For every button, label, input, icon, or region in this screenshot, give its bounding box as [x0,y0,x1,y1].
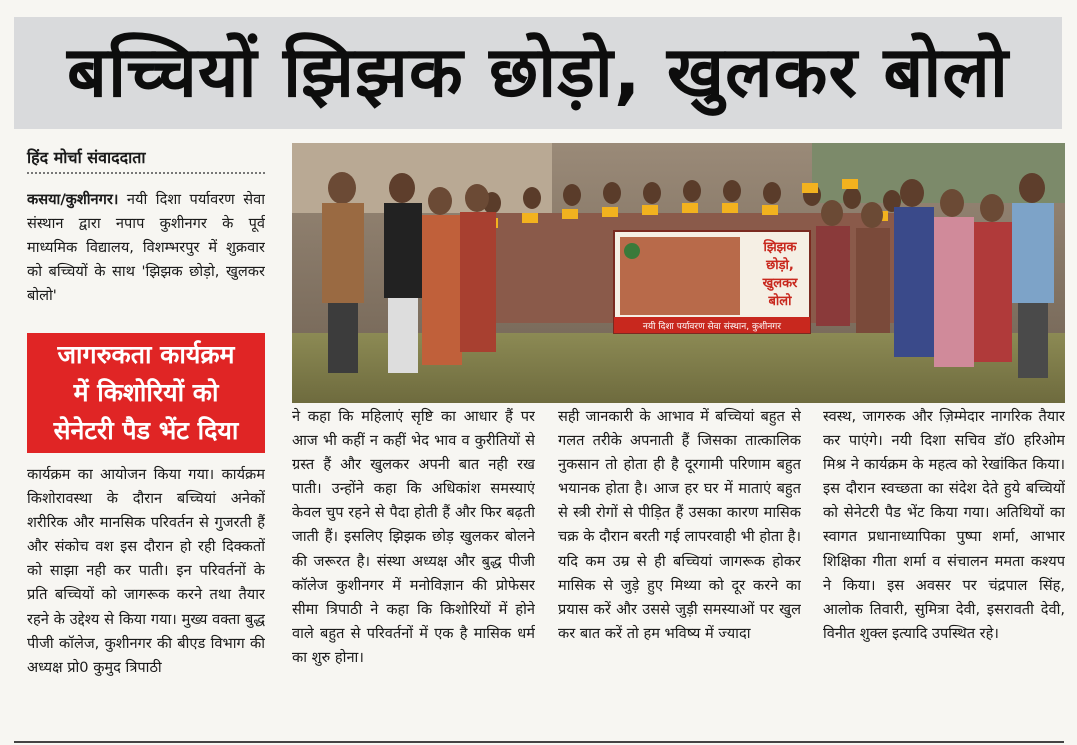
banner [614,231,810,333]
intro-text: नयी दिशा पर्यावरण सेवा संस्थान द्वारा नपाप कुशीनगर के पूर्व माध्यमिक विद्यालय, विशम्भरपुर में शुक्रवार को बच्चियों के साथ 'झिझक छोड़ो, खुलकर बोलो' [27,191,265,305]
bottom-rule [14,741,1064,743]
banner-line-3: खुलकर [762,276,798,291]
column-1-body: कार्यक्रम का आयोजन किया गया। कार्यक्रम किशोरावस्था के दौरान बच्चियां अनेकों शरीरिक और मानसिक परिवर्तन से गुजरती हैं और संकोच वश इस दौरान हो रही दिक्कतों को साझा नही कर पाती। इन परिवर्तनों के प्रति बच्चियों को जागरूक करने तथा तैयार रहने के उद्देश्य से किया गया। मुख्य वक्ता बुद्ध पीजी कॉलेज, कुशीनगर की बीएड विभाग की अध्यक्ष प्रो0 कुमुद त्रिपाठी [27,466,265,676]
subheadline-line-2: में किशोरियों को [73,378,219,407]
banner-footer: नयी दिशा पर्यावरण सेवा संस्थान, कुशीनगर [642,322,782,332]
column-3-body: सही जानकारी के आभाव में बच्चियां बहुत से गलत तरीके अपनाती हैं जिसका तात्कालिक नुकसान तो होता ही है दूरगामी परिणाम बहुत भयानक होता है। आज हर घर में माताएं बहुत से स्त्री रोगों से पीड़ित हैं उसका कारण मासिक चक्र के दौरान बरती गई लापरवाही भी होता है। यदि कम उम्र से ही बच्चियां जागरूक होकर मासिक से जुड़े हुए मिथ्या को दूर करने का प्रयास करें और उससे जुड़ी समस्याओं पर खुल कर बात करें तो हम भविष्य में ज्यादा [558,408,801,642]
column-1-intro [27,188,265,330]
column-4-body: स्वस्थ, जागरुक और ज़िम्मेदार नागरिक तैयार कर पाएंगे। नयी दिशा सचिव डॉ0 हरिओम मिश्र ने कार्यक्रम के महत्व को रेखांकित किया। इस दौरान स्वच्छता का संदेश देते हुये बच्चियों को सेनेटरी पैड भेंट किया गया। अतिथियों का स्वागत प्रधानाध्यापिका पुष्पा शर्मा, आभार शिक्षिका गीता शर्मा व संचालन ममता कश्यप ने किया। इस अवसर पर चंद्रपाल सिंह, आलोक तिवारी, सुमित्रा देवी, इसरावती देवी, विनीत शुक्ल इत्यादि उपस्थित रहे। [823,408,1065,642]
subheadline-box [27,333,265,453]
banner-line-4: बोलो [768,294,792,309]
event-photo [292,143,1065,403]
banner-line-1: झिझक [763,240,797,255]
byline: हिंद मोर्चा संवाददाता [27,148,146,167]
column-2-body: ने कहा कि महिलाएं सृष्टि का आधार हैं पर आज भी कहीं न कहीं भेद भाव व कुरीतियों से ग्रस्त हैं और खुलकर अपनी बात नही रख पाती। उन्होंने कहा कि अधिकांश समस्याएं केवल चुप रहने से पैदा होती हैं और फिर बढ़ती जाती हैं। इसलिए झिझक छोड़ खुलकर बोलने की जरूरत है। संस्था अध्यक्ष और बुद्ध पीजी कॉलेज कुशीनगर में मनोविज्ञान की प्रोफेसर सीमा त्रिपाठी ने कहा कि किशोरियों में होने वाले बहुत से परिवर्तनों में एक है मासिक धर्म का शुरु होना। [292,408,535,666]
dateline: कसया/कुशीनगर। [27,191,119,208]
headline: बच्चियों झिझक छोड़ो, खुलकर बोलो [66,31,1010,113]
group-photo-illustration [292,143,1065,403]
banner-line-2: छोड़ो, [766,258,794,273]
byline-divider [27,172,265,174]
subheadline-line-3: सेनेटरी पैड भेंट दिया [53,416,239,445]
subheadline-line-1: जागरुकता कार्यक्रम [57,340,235,369]
